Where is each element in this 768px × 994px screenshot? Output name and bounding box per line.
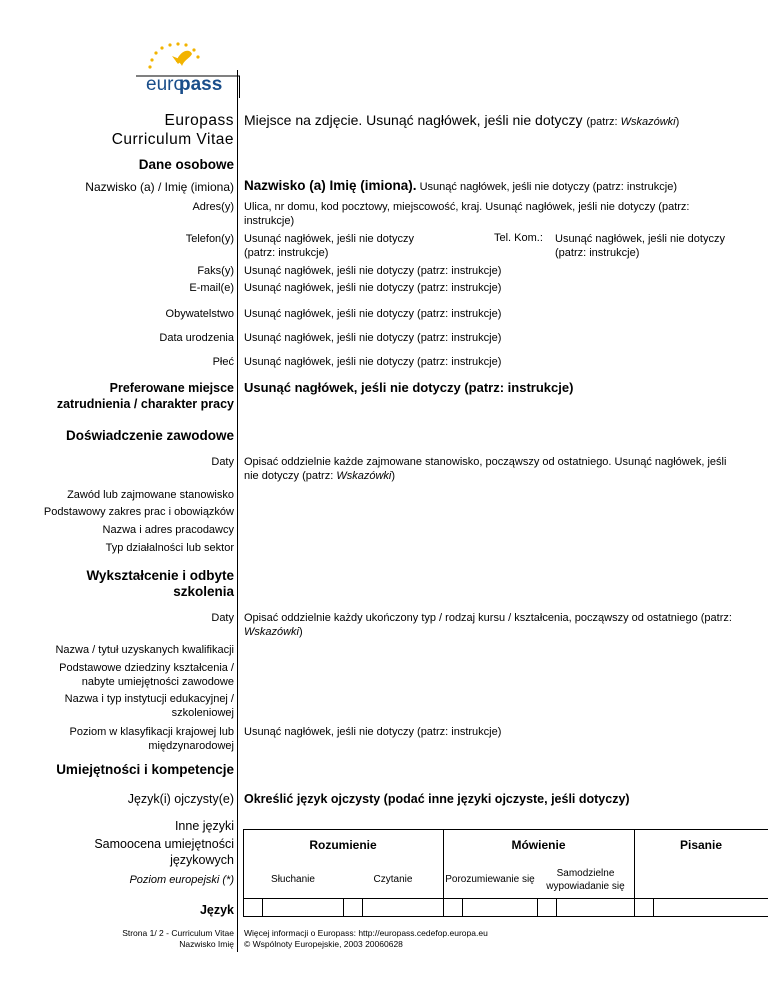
birthdate-label: Data urodzenia [159,332,234,344]
col-production: Samodzielne wypowiadanie się [546,868,625,892]
fax-value: Usunąć nagłówek, jeśli nie dotyczy (patrz: instrukcje) [244,265,502,277]
edu-level-value: Usunąć nagłówek, jeśli nie dotyczy (patrz: instrukcje) [244,726,502,738]
photo-text: Miejsce na zdjęcie. Usunąć nagłówek, jeśli nie dotyczy [244,112,583,128]
citizenship-label: Obywatelstwo [165,308,234,320]
edu-dates-value: Opisać oddzielnie każdy ukończony typ / rodzaj kursu / kształcenia, począwszy od ostatniego (patrz: Wskazówki) [244,612,732,638]
col-listening: Słuchanie [271,874,315,885]
edu-institution-label: Nazwa i typ instytucji edukacyjnej / szkoleniowej [64,693,234,719]
photo-note: (patrz: Wskazówki) [586,116,680,128]
other-languages-label: Inne języki [174,819,234,833]
self-assessment-label: Samoocena umiejętności językowych [94,837,234,867]
exp-position-label: Zawód lub zajmowane stanowisko [67,489,234,501]
edu-dates-label: Daty [211,612,234,624]
col-understanding: Rozumienie [309,838,377,852]
edu-level-label: Poziom w klasyfikacji krajowej lub międzynarodowej [69,726,234,752]
section-experience: Doświadczenie zawodowe [65,428,234,443]
footer-info: Więcej informacji o Europass: http://europass.cedefop.europa.eu © Wspólnoty Europejskie, 2003 20060628 [244,928,488,949]
exp-sector-label: Typ działalności lub sektor [105,542,234,554]
phone-value: Usunąć nagłówek, jeśli nie dotyczy (patrz: instrukcje) [244,233,414,259]
name-value: Nazwisko (a) Imię (imiona). [244,178,417,193]
cv-title-line1: Europass [164,112,234,129]
col-reading: Czytanie [373,874,413,885]
col-speaking: Mówienie [511,838,566,852]
section-skills: Umiejętności i kompetencje [56,762,234,777]
email-label: E-mail(e) [189,282,234,294]
address-label: Adres(y) [192,201,234,213]
exp-duties-label: Podstawowy zakres prac i obowiązków [43,506,234,518]
column-divider [237,70,238,952]
email-value: Usunąć nagłówek, jeśli nie dotyczy (patrz: instrukcje) [244,282,502,294]
mobile-value: Usunąć nagłówek, jeśli nie dotyczy (patrz: instrukcje) [555,233,725,259]
europass-logo [132,40,240,98]
phone-label: Telefon(y) [185,233,234,245]
name-row [244,179,677,194]
edu-subjects-label: Podstawowe dziedziny kształcenia / nabyte umiejętności zawodowe [59,662,234,688]
cv-title-line2: Curriculum Vitae [111,131,234,148]
name-label: Nazwisko (a) / Imię (imiona) [85,180,234,194]
european-level-label: Poziom europejski (*) [129,874,234,886]
edu-qualification-label: Nazwa / tytuł uzyskanych kwalifikacji [55,644,234,656]
preferred-label: Preferowane miejsce zatrudnienia / charakter pracy [56,381,234,411]
section-personal: Dane osobowe [138,157,234,172]
fax-label: Faks(y) [197,265,234,277]
language-label: Język [199,903,234,917]
birthdate-value: Usunąć nagłówek, jeśli nie dotyczy (patrz: instrukcje) [244,332,502,344]
name-note: Usunąć nagłówek, jeśli nie dotyczy (patrz: instrukcje) [419,181,677,193]
mobile-label: Tel. Kom.: [494,232,543,244]
exp-employer-label: Nazwa i adres pracodawcy [102,524,234,536]
exp-dates-value: Opisać oddzielnie każde zajmowane stanowisko, począwszy od ostatniego. Usunąć nagłówek, jeśli nie dotyczy (patrz: Wskazówki) [244,456,727,482]
sex-label: Płeć [212,356,234,368]
exp-dates-label: Daty [211,456,234,468]
preferred-value: Usunąć nagłówek, jeśli nie dotyczy (patrz: instrukcje) [244,380,574,395]
mother-tongue-value: Określić język ojczysty (podać inne języki ojczyste, jeśli dotyczy) [244,792,630,806]
address-value: Ulica, nr domu, kod pocztowy, miejscowość, kraj. Usunąć nagłówek, jeśli nie dotyczy (patrz: instrukcje) [244,201,690,227]
mother-tongue-label: Język(i) ojczysty(e) [127,792,234,806]
photo-placeholder [244,111,679,131]
logo-euro-text: euro [146,74,185,95]
footer-page-info: Strona 1/ 2 - Curriculum Vitae Nazwisko Imię [122,928,234,949]
col-interaction: Porozumiewanie się [445,874,535,885]
col-writing: Pisanie [679,838,723,852]
logo-pass-text: pass [179,74,223,95]
section-education: Wykształcenie i odbyte szkolenia [86,568,234,599]
citizenship-value: Usunąć nagłówek, jeśli nie dotyczy (patrz: instrukcje) [244,308,502,320]
cv-title [112,111,234,149]
sex-value: Usunąć nagłówek, jeśli nie dotyczy (patrz: instrukcje) [244,356,502,368]
